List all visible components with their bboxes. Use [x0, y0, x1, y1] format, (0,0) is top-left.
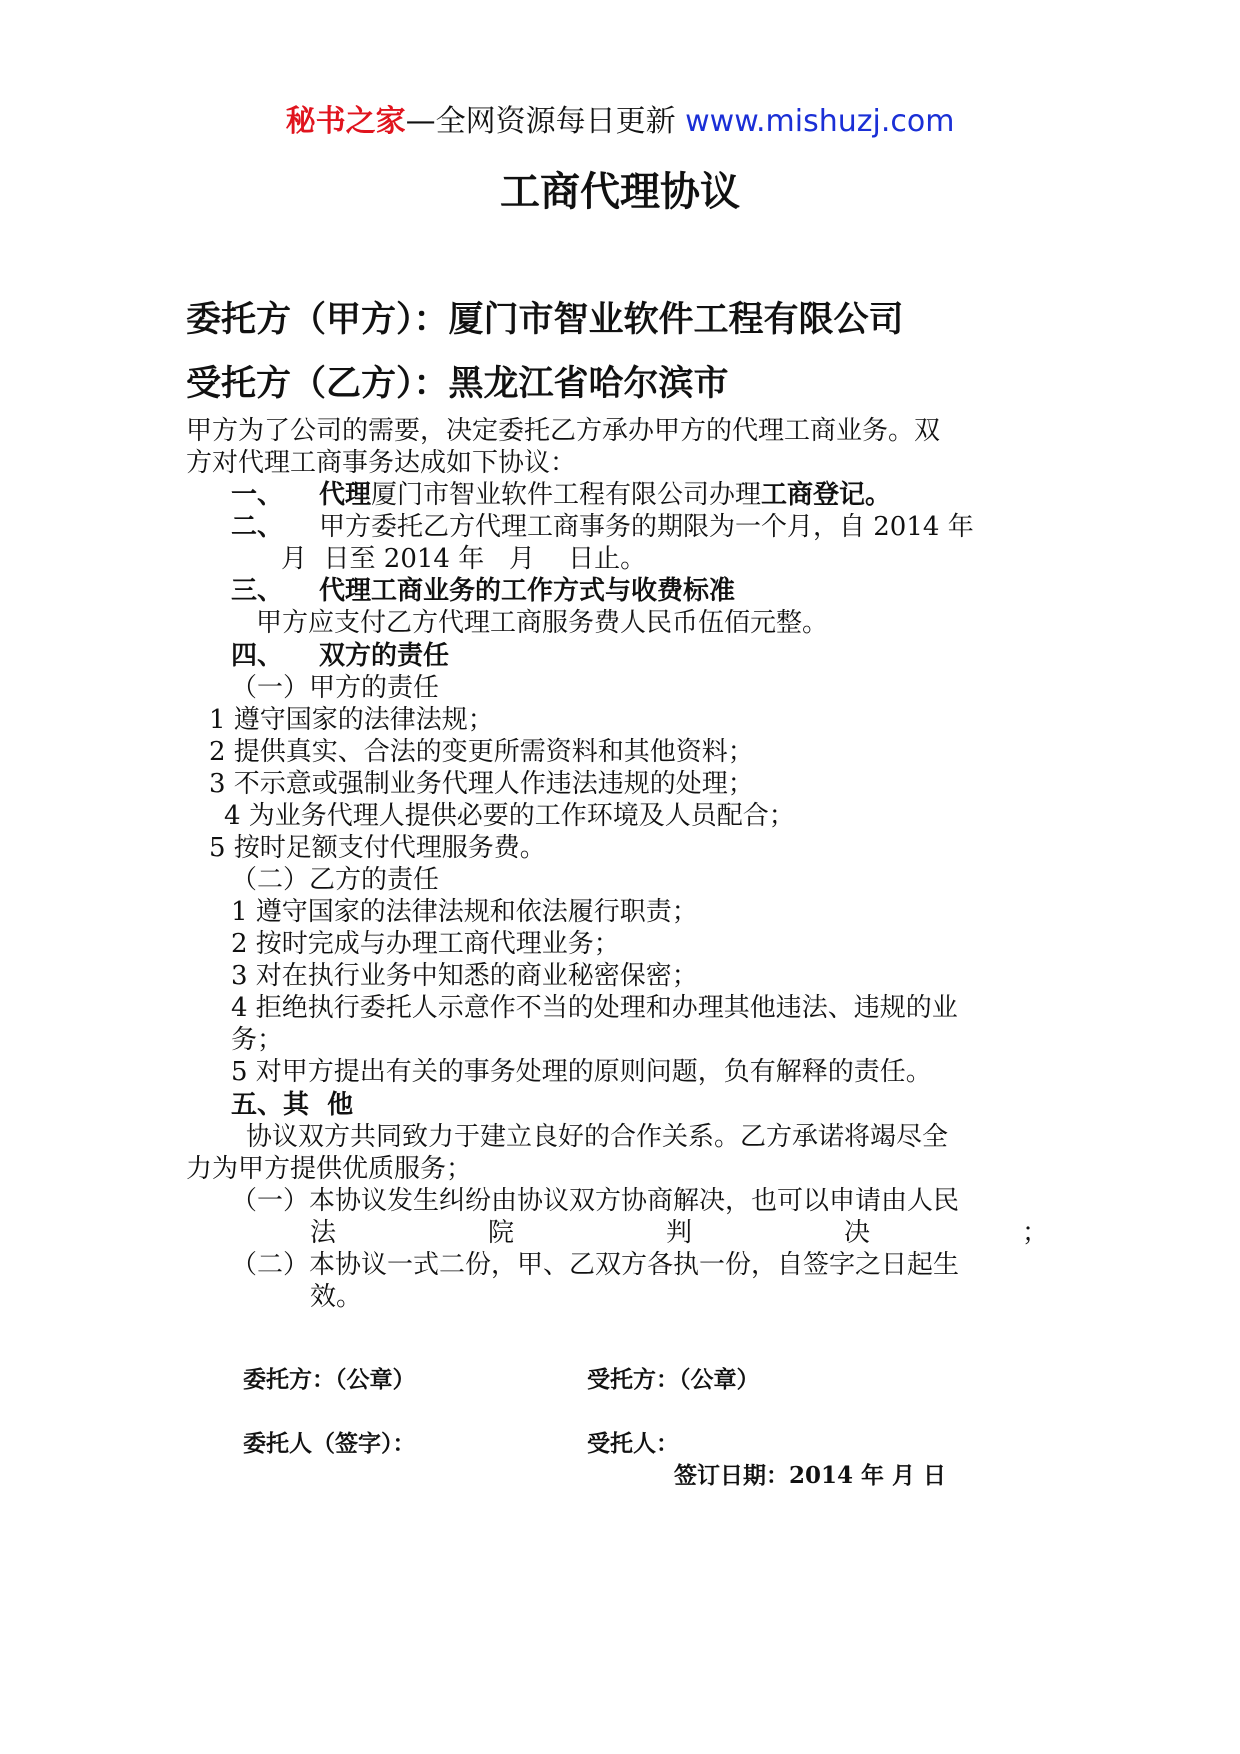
party-a-line: 委托方（甲方）：厦门市智业软件工程有限公司 — [186, 300, 904, 340]
clause-1-char: 决 — [843, 1218, 870, 1248]
party-a-duties-heading: （一）甲方的责任 — [231, 673, 440, 703]
entrusting-party-seal: 委托方：（公章） — [243, 1366, 416, 1393]
clause-1-line-1: （一）本协议发生纠纷由协议双方协商解决，也可以申请由人民 — [231, 1186, 960, 1216]
party-b-duties-heading: （二）乙方的责任 — [231, 865, 440, 895]
party-b-duty-1: 1 遵守国家的法律法规和依法履行职责； — [231, 897, 698, 927]
section-1-text-c: 工商登记。 — [761, 480, 892, 510]
party-b-duty-3: 3 对在执行业务中知悉的商业秘密保密； — [231, 961, 698, 991]
intro-line-2: 方对代理工商事务达成如下协议： — [186, 448, 577, 478]
party-b-duty-5: 5 对甲方提出有关的事务处理的原则问题，负有解释的责任。 — [231, 1057, 932, 1087]
party-a-duty-4: 4 为业务代理人提供必要的工作环境及人员配合； — [224, 801, 795, 831]
clause-1-char: ； — [1021, 1218, 1048, 1248]
other-heading: 五、其 他 — [231, 1090, 354, 1120]
section-2 — [231, 511, 974, 543]
section-3 — [231, 575, 735, 607]
section-4 — [231, 640, 449, 672]
clause-2-line-2: 效。 — [310, 1282, 363, 1312]
other-para-line-2: 力为甲方提供优质服务； — [186, 1154, 473, 1184]
clause-1-char: 判 — [665, 1218, 692, 1248]
section-1 — [231, 479, 891, 511]
section-1-text-b: 厦门市智业软件工程有限公司办理 — [371, 480, 762, 510]
clause-1-line-2 — [310, 1217, 1048, 1249]
signing-date: 签订日期：2014 年 月 日 — [674, 1462, 947, 1489]
party-b-duty-4-cont: 务； — [231, 1025, 284, 1055]
party-a-duty-3: 3 不示意或强制业务代理人作违法违规的处理； — [209, 769, 754, 799]
section-4-number: 四、 — [231, 641, 284, 671]
party-a-duty-5: 5 按时足额支付代理服务费。 — [209, 833, 546, 863]
clause-1-char: 法 — [310, 1218, 337, 1248]
entrusted-party-seal: 受托方：（公章） — [587, 1366, 760, 1393]
party-a-duty-2: 2 提供真实、合法的变更所需资料和其他资料； — [209, 737, 754, 767]
section-3-body: 甲方应支付乙方代理工商服务费人民币伍佰元整。 — [256, 608, 829, 638]
section-3-text: 代理工商业务的工作方式与收费标准 — [319, 576, 736, 606]
banner-url-link[interactable]: www.mishuzj.com — [685, 104, 955, 139]
section-1-text-a: 代理 — [319, 480, 372, 510]
clause-1-char: 院 — [487, 1218, 514, 1248]
banner-tagline: —全网资源每日更新 — [405, 104, 686, 139]
intro-line-1: 甲方为了公司的需要，决定委托乙方承办甲方的代理工商业务。双 — [186, 416, 941, 446]
party-a-duty-1: 1 遵守国家的法律法规； — [209, 705, 494, 735]
section-2-number: 二、 — [231, 512, 284, 542]
section-2-line-1: 甲方委托乙方代理工商事务的期限为一个月，自 2014 年 — [319, 512, 974, 542]
other-para-line-1: 协议双方共同致力于建立良好的合作关系。乙方承诺将竭尽全 — [246, 1122, 949, 1152]
party-b-line: 受托方（乙方）：黑龙江省哈尔滨市 — [186, 364, 729, 404]
site-banner — [0, 100, 1240, 144]
section-4-text: 双方的责任 — [319, 641, 450, 671]
party-b-duty-2: 2 按时完成与办理工商代理业务； — [231, 929, 620, 959]
document-title: 工商代理协议 — [500, 169, 740, 215]
section-2-line-2: 月 日至 2014 年 月 日止。 — [281, 544, 647, 574]
entrusting-person-signature: 委托人（签字）： — [243, 1430, 416, 1457]
party-b-duty-4: 4 拒绝执行委托人示意作不当的处理和办理其他违法、违规的业 — [231, 993, 958, 1023]
clause-2-line-1: （二）本协议一式二份，甲、乙双方各执一份，自签字之日起生 — [231, 1250, 960, 1280]
section-1-number: 一、 — [231, 480, 284, 510]
brand-name: 秘书之家 — [285, 104, 406, 139]
section-3-number: 三、 — [231, 576, 284, 606]
entrusted-person-signature: 受托人： — [587, 1430, 679, 1457]
